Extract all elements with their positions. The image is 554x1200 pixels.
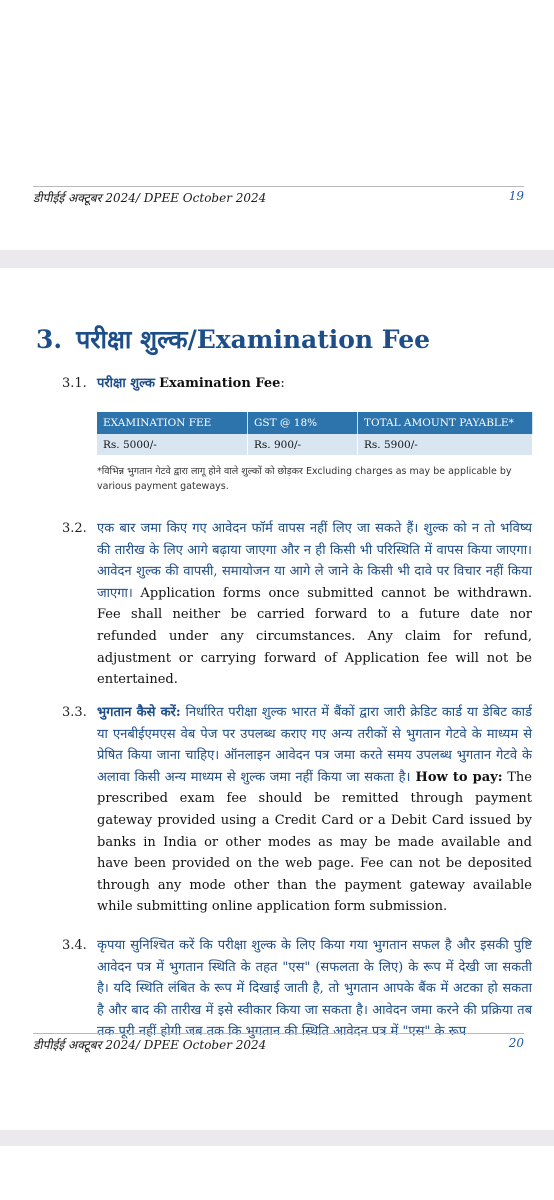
paragraph-text: [97, 935, 532, 1043]
paragraph-english-bold: How to pay:: [410, 769, 503, 785]
paragraph-text: [97, 702, 532, 918]
subsection-label: 3.1.: [62, 376, 87, 391]
section-title-hindi: परीक्षा शुल्क: [76, 325, 188, 354]
subsection-colon: :: [280, 376, 285, 391]
page-20-footer: [33, 1033, 524, 1053]
paragraph-label: 3.4.: [62, 938, 87, 953]
paragraph-text: [97, 518, 532, 691]
fee-table: [97, 412, 533, 455]
subsection-title-hindi: परीक्षा शुल्क: [96, 376, 155, 391]
paragraph-3-2: [62, 518, 532, 691]
paragraph-hindi: निर्धारित परीक्षा शुल्क भारत में बैंकों द्वारा जारी क्रेडिट कार्ड या डेबिट कार्ड या एनबीईएमएस वेब पेज पर उपलब्ध कराए गए अन्य तरीकों से भुगतान गेटवे के माध्यम से प्रेषित किया जाना चाहिए। ऑनलाइन आवेदन पत्र जमा करते समय उपलब्ध भुगतान गेटवे के अलावा किसी अन्य माध्यम से शुल्क जमा नहीं किया जा सकता है।: [97, 705, 532, 785]
fee-table-header: GST @ 18%: [248, 412, 358, 434]
section-number: 3.: [36, 325, 63, 354]
section-title-english: /Examination Fee: [187, 325, 431, 354]
page-number: 20: [508, 1036, 524, 1050]
fee-note: *विभिन्न भुगतान गेटवे द्वारा लागू होने वाले शुल्कों को छोड़कर Excluding charges as may be applicable by various payment gateways.: [97, 466, 512, 492]
page-21: [0, 1146, 554, 1200]
subsection-title-english: Examination Fee: [159, 376, 281, 391]
fee-table-header: TOTAL AMOUNT PAYABLE*: [358, 412, 533, 434]
footer-text: डीपीईई अक्टूबर 2024/ DPEE October 2024: [33, 1038, 267, 1052]
fee-table-cell: Rs. 5000/-: [97, 434, 248, 455]
paragraph-hindi: कृपया सुनिश्चित करें कि परीक्षा शुल्क के लिए किया गया भुगतान सफल है और इसकी पुष्टि आवेदन पत्र में भुगतान स्थिति के तहत "एस" (सफलता के लिए) के रूप में देखी जा सकती है। यदि स्थिति लंबित के रूप में दिखाई जाती है, तो भुगतान आपके बैंक में अटका हो सकता है और बाद की तारीख में इसे स्वीकार किया जा सकता है। आवेदन जमा करने की प्रक्रिया तब तक पूरी नहीं होगी जब तक कि भुगतान की स्थिति आवेदन पत्र में "एस" के रूप: [97, 938, 532, 1040]
subsection-3-1: [62, 373, 285, 391]
fee-table-header: EXAMINATION FEE: [97, 412, 248, 434]
footer-text: डीपीईई अक्टूबर 2024/ DPEE October 2024: [33, 191, 267, 205]
paragraph-english: Application forms once submitted cannot be withdrawn. Fee shall neither be carried forward to a future date nor refunded under any circumstances. Any claim for refund, adjustment or carrying forward of Application fee will not be entertained.: [97, 585, 532, 688]
paragraph-label: 3.2.: [62, 521, 87, 536]
paragraph-english: The prescribed exam fee should be remitted through payment gateway provided using a Credit Card or a Debit Card issued by banks in India or other modes as may be made available and have been provided on the web page. Fee can not be deposited through any mode other than the payment gateway available while submitting online application form submission.: [97, 769, 532, 915]
page-20: [0, 268, 554, 1130]
fee-table-header-row: [97, 412, 533, 434]
fee-table-cell: Rs. 900/-: [248, 434, 358, 455]
table-row: [97, 434, 533, 455]
paragraph-3-3: [62, 702, 532, 918]
section-heading: [36, 322, 430, 356]
page-19: [0, 0, 554, 250]
paragraph-label: 3.3.: [62, 705, 87, 720]
fee-table-cell: Rs. 5900/-: [358, 434, 533, 455]
paragraph-hindi: एक बार जमा किए गए आवेदन फॉर्म वापस नहीं लिए जा सकते हैं। शुल्क को न तो भविष्य की तारीख के लिए आगे बढ़ाया जाएगा और न ही किसी भी परिस्थिति में वापस किया जाएगा। आवेदन शुल्क की वापसी, समायोजन या आगे ले जाने के किसी भी दावे पर विचार नहीं किया जाएगा।: [97, 521, 532, 601]
paragraph-3-4: [62, 935, 532, 1043]
page-number: 19: [508, 189, 524, 203]
page-19-footer: [33, 186, 524, 206]
paragraph-hindi-bold: भुगतान कैसे करें:: [97, 705, 181, 720]
